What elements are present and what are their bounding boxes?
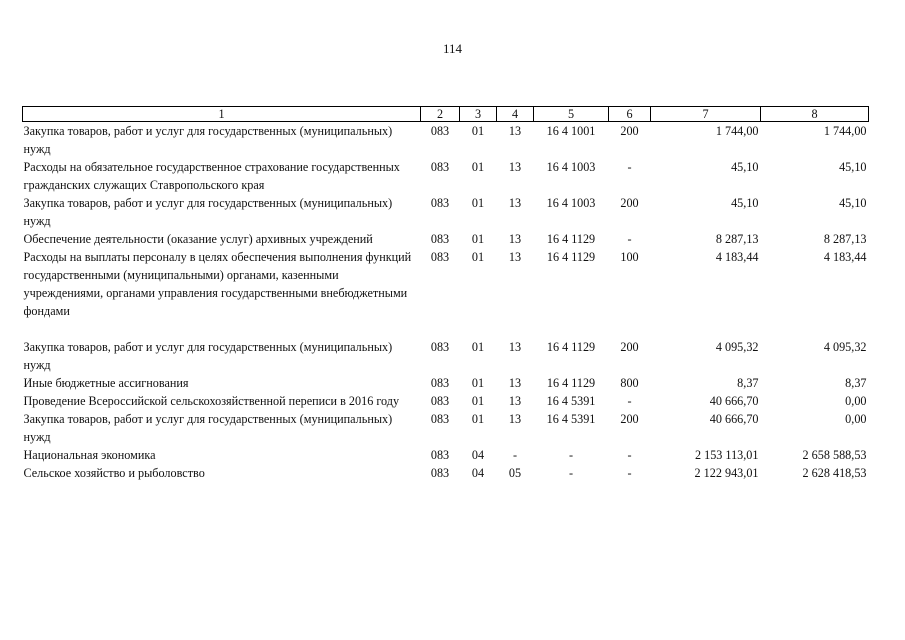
header-col-3: 3 [460,107,497,122]
row-subsection: 13 [508,412,522,426]
row-section: 01 [471,196,485,210]
row-code: 083 [430,412,450,426]
row-target: 16 4 1001 [546,124,596,138]
row-code: 083 [430,124,450,138]
table-row [23,248,869,338]
row-subsection: 13 [508,340,522,354]
row-amount-1: 45,10 [731,196,759,210]
row-section: 01 [471,412,485,426]
table-row [23,158,869,194]
row-amount-2: 45,10 [839,196,867,210]
row-amount-1: 8,37 [737,376,759,390]
row-subsection: 13 [508,196,522,210]
header-col-6: 6 [609,107,651,122]
row-amount-1: 40 666,70 [709,394,759,408]
row-section: 04 [471,466,485,480]
row-section: 01 [471,250,485,264]
header-col-1: 1 [23,107,421,122]
budget-table [22,106,869,482]
row-section: 01 [471,340,485,354]
row-subsection: - [512,448,518,462]
row-target: - [568,466,574,480]
table-row [23,374,869,392]
row-subsection: 13 [508,232,522,246]
row-name: Обеспечение деятельности (оказание услуг) архивных учреждений [23,232,373,246]
row-expense-type: 200 [620,340,639,354]
row-expense-type: - [627,394,632,408]
row-expense-type: - [627,160,632,174]
row-code: 083 [430,196,450,210]
page-number: 114 [442,41,463,56]
table-row [23,122,869,159]
header-col-8: 8 [761,107,869,122]
row-amount-2: 0,00 [845,412,867,426]
row-target: 16 4 1129 [546,340,596,354]
row-expense-type: 800 [620,376,639,390]
row-amount-1: 4 095,32 [715,340,759,354]
row-expense-type: - [627,448,632,462]
row-name: Расходы на выплаты персоналу в целях обеспечения выполнения функций государственными (муниципальными) органами, казенными учреждениями, органами управления государственными внебюджетными фондами [23,250,412,318]
header-col-2: 2 [421,107,460,122]
row-section: 01 [471,232,485,246]
row-code: 083 [430,250,450,264]
table-row [23,446,869,464]
row-section: 01 [471,376,485,390]
row-name: Закупка товаров, работ и услуг для государственных (муниципальных) нужд [23,412,393,444]
row-amount-1: 40 666,70 [709,412,759,426]
row-name: Сельское хозяйство и рыболовство [23,466,205,480]
header-col-4: 4 [497,107,534,122]
row-amount-1: 45,10 [731,160,759,174]
row-amount-2: 45,10 [839,160,867,174]
row-expense-type: 100 [620,250,639,264]
row-subsection: 13 [508,376,522,390]
row-name: Закупка товаров, работ и услуг для государственных (муниципальных) нужд [23,340,393,372]
row-amount-2: 2 628 418,53 [802,466,867,480]
row-name: Иные бюджетные ассигнования [23,376,189,390]
row-expense-type: 200 [620,412,639,426]
row-section: 01 [471,394,485,408]
row-target: - [568,448,574,462]
row-target: 16 4 1129 [546,376,596,390]
row-code: 083 [430,232,450,246]
row-subsection: 13 [508,160,522,174]
row-section: 04 [471,448,485,462]
row-name: Закупка товаров, работ и услуг для государственных (муниципальных) нужд [23,196,393,228]
row-target: 16 4 1129 [546,250,596,264]
row-code: 083 [430,394,450,408]
table-row [23,194,869,230]
row-name: Расходы на обязательное государственное страхование государственных гражданских служащих Ставропольского края [23,160,400,192]
row-amount-1: 2 122 943,01 [694,466,759,480]
row-subsection: 13 [508,124,522,138]
row-amount-2: 8 287,13 [823,232,867,246]
row-amount-2: 8,37 [845,376,867,390]
row-code: 083 [430,340,450,354]
table-row [23,392,869,410]
row-code: 083 [430,376,450,390]
row-code: 083 [430,160,450,174]
row-section: 01 [471,124,485,138]
row-amount-1: 4 183,44 [715,250,759,264]
row-subsection: 13 [508,250,522,264]
row-name: Закупка товаров, работ и услуг для государственных (муниципальных) нужд [23,124,393,156]
table-row [23,230,869,248]
table-row [23,410,869,446]
row-code: 083 [430,466,450,480]
header-col-5: 5 [534,107,609,122]
row-target: 16 4 1003 [546,160,596,174]
row-section: 01 [471,160,485,174]
table-row [23,464,869,482]
table-row [23,338,869,374]
row-expense-type: 200 [620,124,639,138]
row-target: 16 4 5391 [546,394,596,408]
row-amount-1: 1 744,00 [715,124,759,138]
row-target: 16 4 5391 [546,412,596,426]
header-row [23,107,869,122]
row-amount-2: 4 095,32 [823,340,867,354]
row-code: 083 [430,448,450,462]
row-target: 16 4 1129 [546,232,596,246]
row-name: Национальная экономика [23,448,156,462]
row-name: Проведение Всероссийской сельскохозяйственной переписи в 2016 году [23,394,400,408]
row-amount-1: 2 153 113,01 [694,448,759,462]
row-subsection: 13 [508,394,522,408]
row-target: 16 4 1003 [546,196,596,210]
row-expense-type: - [627,232,632,246]
row-amount-2: 0,00 [845,394,867,408]
row-amount-1: 8 287,13 [715,232,759,246]
row-expense-type: 200 [620,196,639,210]
row-amount-2: 1 744,00 [823,124,867,138]
header-col-7: 7 [651,107,761,122]
row-expense-type: - [627,466,632,480]
row-subsection: 05 [508,466,522,480]
row-amount-2: 2 658 588,53 [802,448,867,462]
row-amount-2: 4 183,44 [823,250,867,264]
